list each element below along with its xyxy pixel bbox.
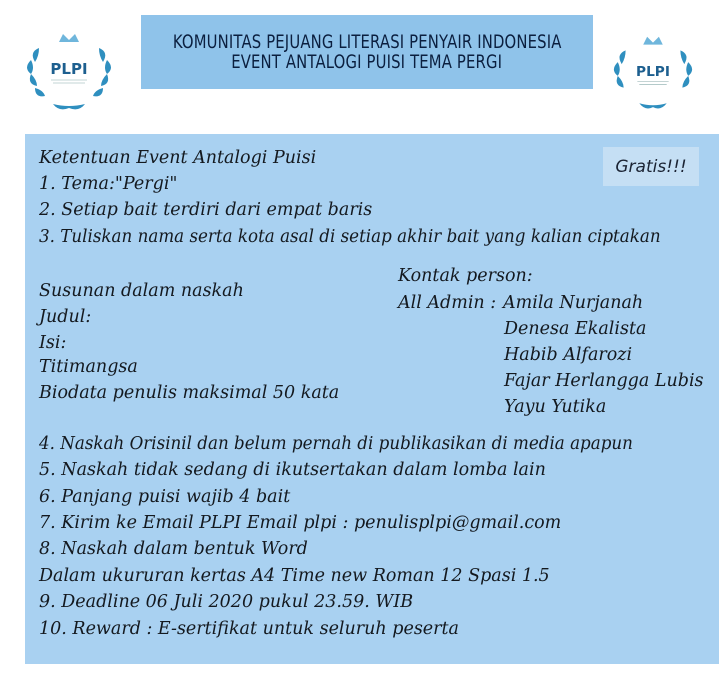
logo-text-left: PLPI <box>50 60 88 78</box>
header-title-line2: EVENT ANTALOGI PUISI TEMA PERGI <box>231 51 503 73</box>
contact-name-2: Denesa Ekalista <box>504 319 647 339</box>
susunan-title: Susunan dalam naskah <box>39 281 244 301</box>
contact-name-4: Fajar Herlangga Lubis <box>504 371 704 391</box>
free-badge: Gratis!!! <box>603 147 699 186</box>
plpi-logo-right <box>607 25 699 115</box>
rule-item-3: 3. Tuliskan nama serta kota asal di setiap akhir bait yang kalian ciptakan <box>39 227 661 247</box>
rule-item-2: 2. Setiap bait terdiri dari empat baris <box>39 200 373 220</box>
susunan-titimangsa: Titimangsa <box>39 357 138 377</box>
rule-item-8: 8. Naskah dalam bentuk Word <box>39 539 308 559</box>
rule-item-9: 9. Deadline 06 Juli 2020 pukul 23.59. WIB <box>39 592 414 612</box>
rule-item-7: 7. Kirim ke Email PLPI Email plpi : penulisplpi@gmail.com <box>39 513 562 533</box>
susunan-judul: Judul: <box>39 307 92 327</box>
plpi-logo-left <box>23 22 115 114</box>
logo-text-right: PLPI <box>636 63 670 80</box>
rule-item-10: 10. Reward : E-sertifikat untuk seluruh peserta <box>39 619 459 639</box>
contact-prefix: All Admin : <box>398 293 497 313</box>
rule-item-8-detail: Dalam ukururan kertas A4 Time new Roman 12 Spasi 1.5 <box>39 566 550 586</box>
header-title-line1: KOMUNITAS PEJUANG LITERASI PENYAIR INDONESIA <box>172 31 562 53</box>
susunan-isi: Isi: <box>39 333 67 353</box>
header-banner <box>141 15 593 89</box>
contact-name-1: Amila Nurjanah <box>503 293 644 313</box>
rule-item-1: 1. Tema:"Pergi" <box>39 174 178 194</box>
rule-item-4: 4. Naskah Orisinil dan belum pernah di publikasikan di media apapun <box>39 434 633 454</box>
susunan-biodata: Biodata penulis maksimal 50 kata <box>39 383 340 403</box>
contact-name-5: Yayu Yutika <box>504 397 607 417</box>
rules-title: Ketentuan Event Antalogi Puisi <box>39 148 317 168</box>
rule-item-5: 5. Naskah tidak sedang di ikutsertakan dalam lomba lain <box>39 460 546 480</box>
contact-title: Kontak person: <box>398 266 533 286</box>
rule-item-6: 6. Panjang puisi wajib 4 bait <box>39 487 291 507</box>
contact-name-3: Habib Alfarozi <box>504 345 633 365</box>
